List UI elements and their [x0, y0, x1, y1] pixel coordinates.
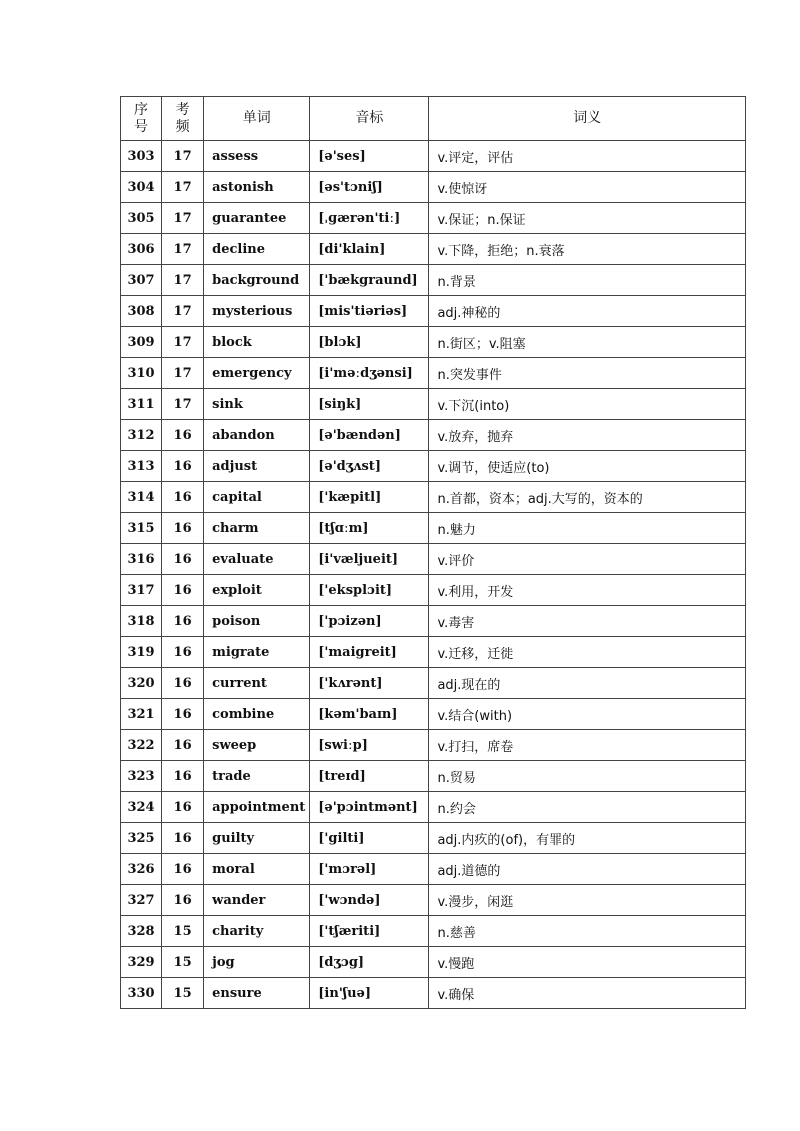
row-phonetic: ['kʌrənt] — [310, 668, 429, 699]
table-row — [121, 265, 746, 296]
row-phonetic: [ə'ses] — [310, 141, 429, 172]
row-phonetic: ['gilti] — [310, 823, 429, 854]
row-frequency: 16 — [162, 575, 204, 606]
row-frequency: 17 — [162, 358, 204, 389]
row-frequency: 16 — [162, 482, 204, 513]
row-number: 311 — [121, 389, 162, 420]
header-frequency-line1: 考 — [175, 101, 190, 118]
row-phonetic: ['eksplɔit] — [310, 575, 429, 606]
row-meaning: v.评价 — [429, 544, 746, 575]
row-meaning: n.魅力 — [429, 513, 746, 544]
header-index-line1: 序 — [134, 101, 149, 118]
row-number: 312 — [121, 420, 162, 451]
row-number: 318 — [121, 606, 162, 637]
row-word: trade — [204, 761, 310, 792]
row-word: appointment — [204, 792, 310, 823]
row-phonetic: [ˌɡærən'tiː] — [310, 203, 429, 234]
row-number: 327 — [121, 885, 162, 916]
row-phonetic: [tʃɑːm] — [310, 513, 429, 544]
row-frequency: 16 — [162, 854, 204, 885]
row-word: poison — [204, 606, 310, 637]
row-meaning: v.打扫，席卷 — [429, 730, 746, 761]
row-frequency: 16 — [162, 637, 204, 668]
row-meaning: v.下降，拒绝；n.衰落 — [429, 234, 746, 265]
table-row — [121, 761, 746, 792]
row-meaning: v.放弃，抛弃 — [429, 420, 746, 451]
row-meaning: n.贸易 — [429, 761, 746, 792]
table-row — [121, 172, 746, 203]
row-number: 314 — [121, 482, 162, 513]
row-number: 304 — [121, 172, 162, 203]
row-word: sink — [204, 389, 310, 420]
row-frequency: 16 — [162, 730, 204, 761]
row-number: 323 — [121, 761, 162, 792]
row-number: 305 — [121, 203, 162, 234]
row-phonetic: [siŋk] — [310, 389, 429, 420]
row-number: 310 — [121, 358, 162, 389]
table-row — [121, 296, 746, 327]
row-phonetic: [blɔk] — [310, 327, 429, 358]
header-row — [121, 97, 746, 141]
row-meaning: v.慢跑 — [429, 947, 746, 978]
table-row — [121, 637, 746, 668]
row-number: 309 — [121, 327, 162, 358]
row-phonetic: [dʒɔg] — [310, 947, 429, 978]
header-frequency — [162, 97, 204, 141]
row-meaning: v.毒害 — [429, 606, 746, 637]
row-frequency: 15 — [162, 916, 204, 947]
row-frequency: 17 — [162, 327, 204, 358]
row-word: sweep — [204, 730, 310, 761]
row-phonetic: [ə'dʒʌst] — [310, 451, 429, 482]
row-number: 306 — [121, 234, 162, 265]
row-phonetic: [kəm'baɪn] — [310, 699, 429, 730]
row-word: astonish — [204, 172, 310, 203]
row-phonetic: ['wɔndə] — [310, 885, 429, 916]
row-frequency: 16 — [162, 513, 204, 544]
table-row — [121, 885, 746, 916]
row-word: wander — [204, 885, 310, 916]
table-row — [121, 327, 746, 358]
row-word: current — [204, 668, 310, 699]
row-phonetic: [treɪd] — [310, 761, 429, 792]
table-row — [121, 606, 746, 637]
table-row — [121, 513, 746, 544]
row-frequency: 16 — [162, 451, 204, 482]
row-phonetic: [əs'tɔniʃ] — [310, 172, 429, 203]
row-number: 319 — [121, 637, 162, 668]
row-frequency: 17 — [162, 234, 204, 265]
row-phonetic: [swiːp] — [310, 730, 429, 761]
row-meaning: v.结合(with) — [429, 699, 746, 730]
row-phonetic: [in'ʃuə] — [310, 978, 429, 1009]
row-word: combine — [204, 699, 310, 730]
row-frequency: 16 — [162, 606, 204, 637]
row-word: guarantee — [204, 203, 310, 234]
row-frequency: 17 — [162, 296, 204, 327]
table-row — [121, 575, 746, 606]
row-meaning: v.调节，使适应(to) — [429, 451, 746, 482]
row-frequency: 17 — [162, 203, 204, 234]
row-phonetic: [mis'tiəriəs] — [310, 296, 429, 327]
row-word: guilty — [204, 823, 310, 854]
row-frequency: 17 — [162, 389, 204, 420]
row-number: 313 — [121, 451, 162, 482]
table-row — [121, 823, 746, 854]
row-phonetic: [di'klain] — [310, 234, 429, 265]
row-frequency: 16 — [162, 761, 204, 792]
row-word: evaluate — [204, 544, 310, 575]
row-meaning: adj.现在的 — [429, 668, 746, 699]
table-header — [121, 97, 746, 141]
table-row — [121, 699, 746, 730]
row-phonetic: ['bækgraund] — [310, 265, 429, 296]
row-meaning: v.使惊讶 — [429, 172, 746, 203]
row-number: 325 — [121, 823, 162, 854]
row-frequency: 16 — [162, 823, 204, 854]
row-frequency: 15 — [162, 947, 204, 978]
row-frequency: 16 — [162, 885, 204, 916]
table-row — [121, 482, 746, 513]
table-row — [121, 668, 746, 699]
row-phonetic: ['maigreit] — [310, 637, 429, 668]
row-number: 322 — [121, 730, 162, 761]
vocabulary-sheet — [120, 96, 746, 1009]
table-row — [121, 389, 746, 420]
header-meaning: 词义 — [429, 97, 746, 141]
row-number: 315 — [121, 513, 162, 544]
header-frequency-line2: 频 — [175, 118, 190, 135]
row-word: emergency — [204, 358, 310, 389]
row-number: 308 — [121, 296, 162, 327]
row-number: 329 — [121, 947, 162, 978]
table-row — [121, 141, 746, 172]
row-word: jog — [204, 947, 310, 978]
row-word: charm — [204, 513, 310, 544]
table-row — [121, 234, 746, 265]
row-number: 330 — [121, 978, 162, 1009]
table-row — [121, 792, 746, 823]
row-number: 303 — [121, 141, 162, 172]
row-frequency: 17 — [162, 172, 204, 203]
row-meaning: v.下沉(into) — [429, 389, 746, 420]
row-meaning: v.确保 — [429, 978, 746, 1009]
row-word: moral — [204, 854, 310, 885]
table-row — [121, 947, 746, 978]
row-phonetic: [i'məːdʒənsi] — [310, 358, 429, 389]
table-body — [121, 141, 746, 1009]
row-word: assess — [204, 141, 310, 172]
row-meaning: v.保证；n.保证 — [429, 203, 746, 234]
row-number: 320 — [121, 668, 162, 699]
table-row — [121, 916, 746, 947]
row-number: 316 — [121, 544, 162, 575]
table-row — [121, 854, 746, 885]
row-meaning: n.突发事件 — [429, 358, 746, 389]
row-meaning: n.背景 — [429, 265, 746, 296]
row-number: 326 — [121, 854, 162, 885]
row-meaning: n.首都，资本；adj.大写的，资本的 — [429, 482, 746, 513]
row-word: background — [204, 265, 310, 296]
row-phonetic: ['mɔrəl] — [310, 854, 429, 885]
row-meaning: v.漫步，闲逛 — [429, 885, 746, 916]
row-frequency: 16 — [162, 699, 204, 730]
row-phonetic: [ə'pɔintmənt] — [310, 792, 429, 823]
row-phonetic: ['kæpitl] — [310, 482, 429, 513]
row-word: exploit — [204, 575, 310, 606]
header-phonetic: 音标 — [310, 97, 429, 141]
row-frequency: 16 — [162, 544, 204, 575]
row-frequency: 16 — [162, 420, 204, 451]
row-frequency: 16 — [162, 792, 204, 823]
row-phonetic: [ə'bændən] — [310, 420, 429, 451]
row-meaning: n.约会 — [429, 792, 746, 823]
table-row — [121, 420, 746, 451]
table-row — [121, 978, 746, 1009]
row-meaning: v.评定，评估 — [429, 141, 746, 172]
table-row — [121, 544, 746, 575]
row-meaning: v.迁移，迁徙 — [429, 637, 746, 668]
row-word: block — [204, 327, 310, 358]
row-meaning: v.利用，开发 — [429, 575, 746, 606]
header-word: 单词 — [204, 97, 310, 141]
row-word: charity — [204, 916, 310, 947]
row-number: 324 — [121, 792, 162, 823]
row-meaning: adj.道德的 — [429, 854, 746, 885]
row-number: 321 — [121, 699, 162, 730]
row-word: ensure — [204, 978, 310, 1009]
table-row — [121, 451, 746, 482]
row-frequency: 16 — [162, 668, 204, 699]
row-phonetic: [i'væljueit] — [310, 544, 429, 575]
row-word: abandon — [204, 420, 310, 451]
row-meaning: adj.内疚的(of)，有罪的 — [429, 823, 746, 854]
table-row — [121, 203, 746, 234]
header-index-line2: 号 — [134, 118, 149, 135]
row-word: migrate — [204, 637, 310, 668]
table-row — [121, 358, 746, 389]
header-index — [121, 97, 162, 141]
row-phonetic: ['pɔizən] — [310, 606, 429, 637]
row-frequency: 15 — [162, 978, 204, 1009]
row-number: 328 — [121, 916, 162, 947]
row-number: 317 — [121, 575, 162, 606]
row-frequency: 17 — [162, 141, 204, 172]
row-meaning: n.街区；v.阻塞 — [429, 327, 746, 358]
row-word: adjust — [204, 451, 310, 482]
row-word: decline — [204, 234, 310, 265]
row-meaning: adj.神秘的 — [429, 296, 746, 327]
row-frequency: 17 — [162, 265, 204, 296]
row-word: mysterious — [204, 296, 310, 327]
row-number: 307 — [121, 265, 162, 296]
table-row — [121, 730, 746, 761]
vocabulary-table — [120, 96, 746, 1009]
row-phonetic: ['tʃæriti] — [310, 916, 429, 947]
row-meaning: n.慈善 — [429, 916, 746, 947]
row-word: capital — [204, 482, 310, 513]
